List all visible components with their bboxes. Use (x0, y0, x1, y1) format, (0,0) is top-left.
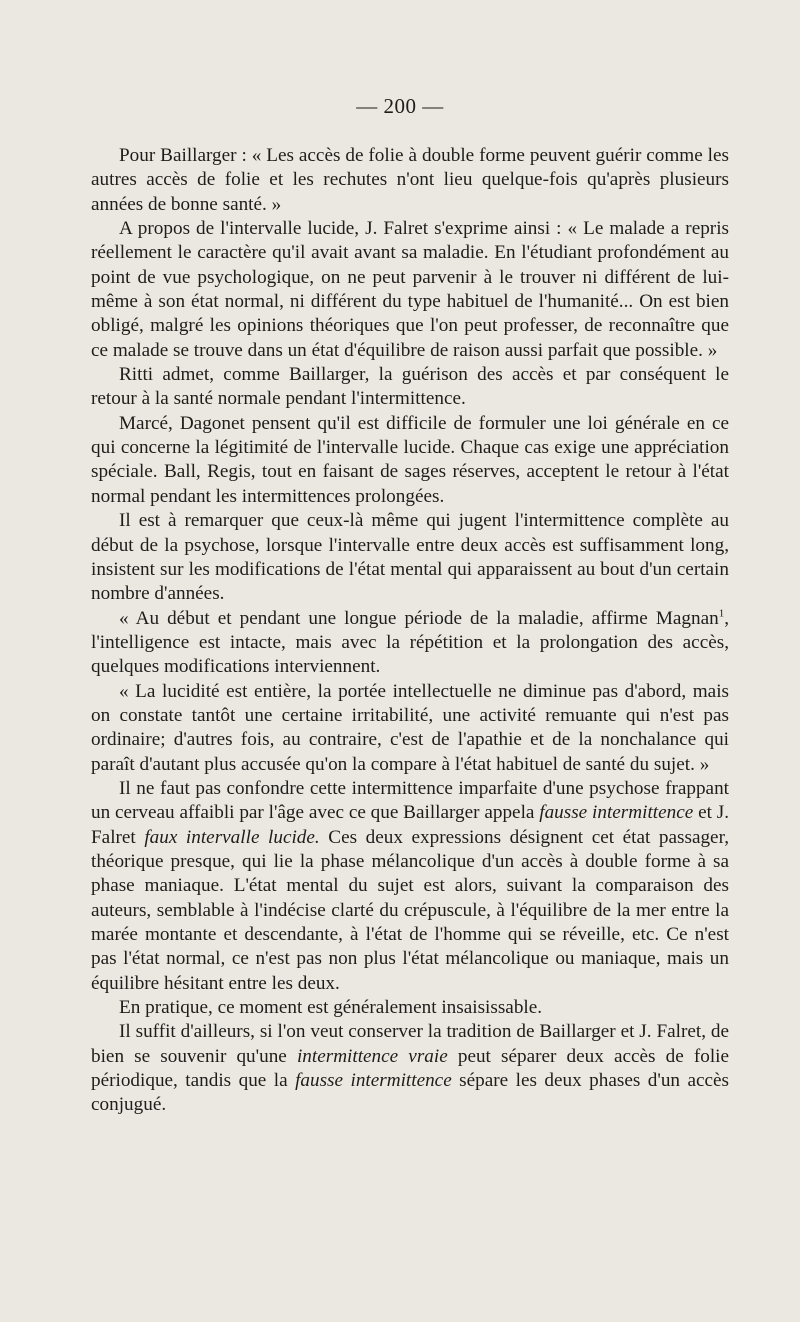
page-number: — 200 — (356, 94, 444, 118)
paragraph-6 (91, 607, 729, 680)
paragraph-7: « La lucidité est entière, la portée intellectuelle ne diminue pas d'abord, mais on constate tantôt une certaine irritabilité, une activité remuante qui n'est pas ordinaire; d'autres fois, au contraire, c'est de l'apathie et de la nonchalance qui paraît d'autant plus accusée qu'on la compare à l'état habituel de santé du sujet. » (91, 680, 729, 775)
paragraph-10-italic-a: intermittence vraie (296, 1045, 448, 1067)
paragraph-10 (91, 1020, 729, 1117)
paragraph-8-text-c: Ces deux expressions désignent cet état passager, théorique presque, qui lie la phase mélancolique d'un accès à double forme à sa phase maniaque. L'état mental du sujet est alors, suivant la comparaison des auteurs, semblable à l'indécise clarté du crépuscule, à l'équilibre de la mer entre la marée montante et descendante, à l'état de l'homme qui se réveille, etc. Ce n'est pas l'état normal, ce n'est pas non plus l'état mélancolique ou maniaque, mais un équilibre hésitant entre les deux. (91, 826, 729, 994)
paragraph-6-text-a: « Au début et pendant une longue période de la maladie, affirme Magnan (119, 607, 719, 629)
paragraph-8-text-a: Il ne faut pas confondre cette intermittence imparfaite d'une psychose frappant un cerveau affaibli par l'âge avec ce que Baillarger appela (91, 777, 729, 824)
paragraph-8-italic-b: faux intervalle lucide. (144, 826, 320, 848)
paragraph-5: Il est à remarquer que ceux-là même qui jugent l'intermittence complète au début de la psychose, lorsque l'intervalle entre deux accès est suffisamment long, insistent sur les modifications de l'état mental qui apparaissent au bout d'un certain nombre d'années. (91, 510, 729, 605)
paragraph-10-italic-b: fausse intermittence (295, 1070, 452, 1092)
paragraph-6-text-b: , l'intelligence est intacte, mais avec la répétition et la prolongation des accès, quelques modifications interviennent. (91, 607, 729, 678)
paragraph-8-italic-a: fausse intermittence (539, 802, 694, 824)
body-text (91, 144, 729, 1118)
paragraph-1: Pour Baillarger : « Les accès de folie à double forme peuvent guérir comme les autres accès de folie et les rechutes n'ont lieu quelque-fois qu'après plusieurs années de bonne santé. » (91, 145, 729, 215)
paragraph-3: Ritti admet, comme Baillarger, la guérison des accès et par conséquent le retour à la santé normale pendant l'intermittence. (91, 364, 729, 410)
paragraph-8 (91, 777, 729, 996)
paragraph-4: Marcé, Dagonet pensent qu'il est difficile de formuler une loi générale en ce qui concerne la légitimité de l'intervalle lucide. Chaque cas exige une appréciation spéciale. Ball, Regis, tout en faisant de sages réserves, acceptent le retour à l'état normal pendant les intermittences prolongées. (91, 412, 729, 507)
paragraph-10-text-c: sépare les deux phases d'un accès conjugué. (91, 1070, 729, 1116)
paragraph-10-text-b: peut séparer deux accès de folie périodique, tandis que la (91, 1045, 730, 1092)
paragraph-9: En pratique, ce moment est généralement insaisissable. (119, 997, 543, 1019)
paragraph-2: A propos de l'intervalle lucide, J. Falret s'exprime ainsi : « Le malade a repris réellement le caractère qu'il avait avant sa maladie. En l'étudiant profondément au point de vue psychologique, on ne peut parvenir à le trouver ni différent de lui-même à son état normal, ni différent du type habituel de l'humanité... On est bien obligé, malgré les opinions théoriques que l'on peut professer, de reconnaître que ce malade se trouve dans un état d'équilibre de raison aussi parfait que possible. » (91, 218, 729, 361)
paragraph-10-text-a: Il suffit d'ailleurs, si l'on veut conserver la tradition de Baillarger et J. Falret, de bien se souvenir qu'une (91, 1021, 729, 1067)
paragraph-8-text-b: et J. Falret (91, 802, 729, 848)
footnote-marker: 1 (718, 607, 725, 620)
